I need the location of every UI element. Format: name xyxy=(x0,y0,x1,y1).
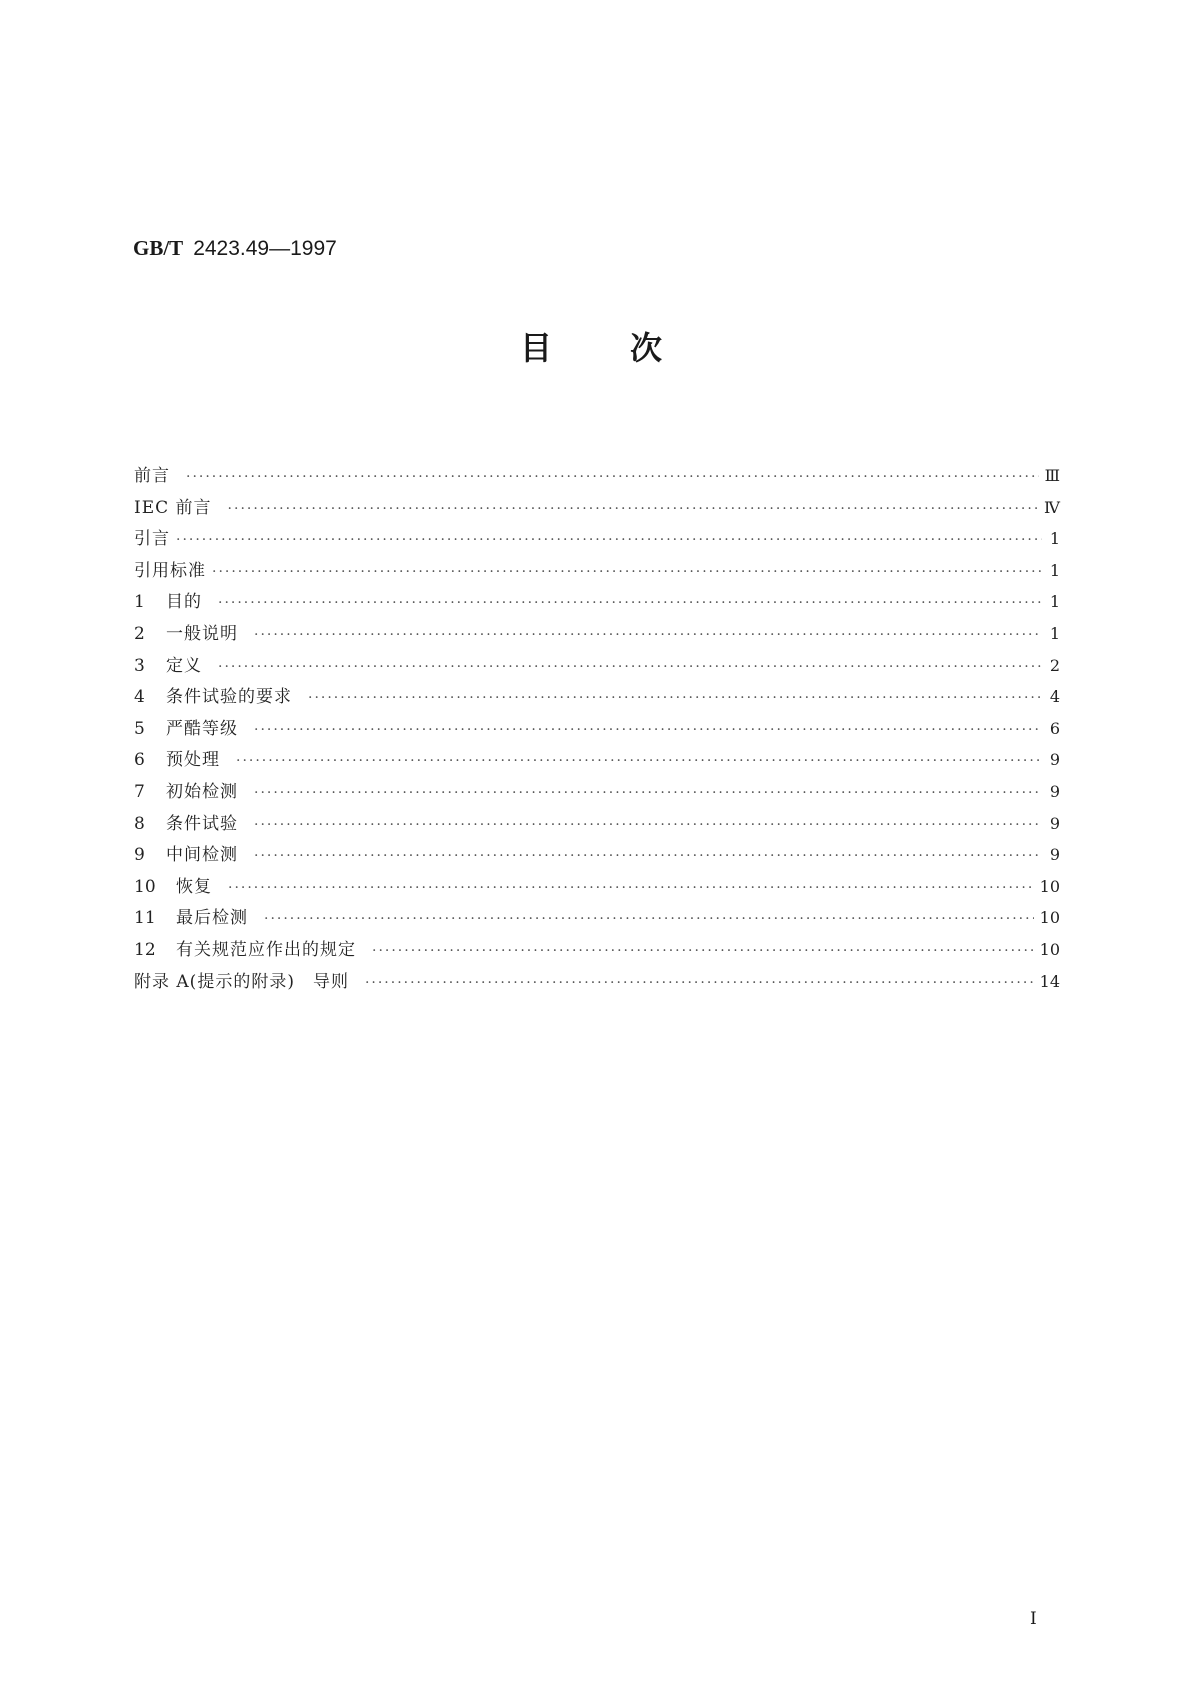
toc-entry-section-2[interactable] xyxy=(134,618,1060,650)
toc-entry-section-1[interactable] xyxy=(134,586,1060,618)
toc-leader-dots xyxy=(365,968,1034,1000)
toc-entry-page: 2 xyxy=(1049,655,1060,675)
toc-entry-number: 12 xyxy=(134,939,156,960)
toc-entry-page: 1 xyxy=(1049,560,1060,580)
toc-leader-dots xyxy=(254,620,1042,652)
toc-entry-section-7[interactable] xyxy=(134,776,1060,808)
standard-number: 2423.49—1997 xyxy=(193,237,337,260)
toc-entry-page: 1 xyxy=(1049,529,1060,549)
toc-leader-dots xyxy=(218,652,1042,684)
toc-leader-dots xyxy=(176,525,1042,557)
toc-entry-label: 引言 xyxy=(134,529,170,550)
toc-entry-label: 初始检测 xyxy=(166,781,238,802)
toc-entry-foreword[interactable] xyxy=(134,460,1060,492)
toc-entry-page: 10 xyxy=(1039,939,1060,959)
toc-entry-page: Ⅲ xyxy=(1044,466,1060,485)
toc-entry-label: 严酷等级 xyxy=(166,718,238,739)
toc-entry-page: 1 xyxy=(1049,623,1060,643)
toc-entry-number: 9 xyxy=(134,845,145,866)
toc-entry-page: Ⅳ xyxy=(1044,497,1060,517)
toc-entry-section-6[interactable] xyxy=(134,744,1060,776)
toc-leader-dots xyxy=(254,841,1042,873)
toc-entry-label: 前言 xyxy=(134,466,170,486)
toc-leader-dots xyxy=(372,936,1034,968)
toc-entry-number: 1 xyxy=(134,592,145,613)
toc-leader-dots xyxy=(264,904,1034,936)
toc-entry-page: 9 xyxy=(1049,750,1060,770)
toc-leader-dots xyxy=(218,588,1042,620)
toc-entry-section-11[interactable] xyxy=(134,902,1060,934)
standard-prefix: GB/T xyxy=(133,236,184,260)
toc-entry-number: 8 xyxy=(134,813,145,834)
toc-leader-dots xyxy=(254,715,1042,747)
toc-entry-label: 预处理 xyxy=(166,750,220,771)
toc-entry-number: 7 xyxy=(134,781,145,802)
toc-entry-label: 定义 xyxy=(166,655,202,676)
toc-entry-annex-a[interactable] xyxy=(134,966,1060,998)
toc-entry-section-5[interactable] xyxy=(134,713,1060,745)
toc-entry-label: 有关规范应作出的规定 xyxy=(176,939,356,960)
toc-entry-introduction[interactable] xyxy=(134,523,1060,555)
toc-leader-dots xyxy=(236,746,1042,778)
toc-leader-dots xyxy=(228,873,1034,905)
toc-leader-dots xyxy=(186,462,1039,494)
toc-entry-number: 5 xyxy=(134,718,145,739)
toc-entry-label: 最后检测 xyxy=(176,908,248,929)
toc-leader-dots xyxy=(212,557,1042,589)
table-of-contents xyxy=(134,460,1060,997)
toc-entry-page: 4 xyxy=(1049,687,1060,707)
toc-leader-dots xyxy=(254,810,1042,842)
page-title: 目次 xyxy=(520,329,741,367)
toc-entry-number: 3 xyxy=(134,655,145,676)
toc-entry-label: 恢复 xyxy=(176,876,212,897)
toc-entry-page: 14 xyxy=(1039,971,1060,991)
toc-leader-dots xyxy=(254,778,1042,810)
toc-entry-iec-foreword[interactable] xyxy=(134,492,1060,524)
toc-leader-dots xyxy=(308,683,1042,715)
toc-entry-section-12[interactable] xyxy=(134,934,1060,966)
toc-entry-page: 9 xyxy=(1049,781,1060,801)
toc-entry-page: 9 xyxy=(1049,845,1060,865)
toc-entry-number: 6 xyxy=(134,750,145,771)
toc-entry-section-4[interactable] xyxy=(134,681,1060,713)
toc-entry-label: 中间检测 xyxy=(166,845,238,866)
toc-entry-label: IEC 前言 xyxy=(134,497,212,518)
toc-entry-label: 目的 xyxy=(166,592,202,613)
toc-entry-number: 10 xyxy=(134,876,156,897)
toc-entry-number: 4 xyxy=(134,687,145,708)
toc-entry-page: 10 xyxy=(1039,908,1060,928)
toc-entry-page: 10 xyxy=(1039,876,1060,896)
toc-entry-section-3[interactable] xyxy=(134,650,1060,682)
toc-entry-label: 附录 A(提示的附录) 导则 xyxy=(134,971,349,992)
toc-entry-page: 6 xyxy=(1049,718,1060,738)
toc-entry-label: 一般说明 xyxy=(166,623,238,644)
toc-leader-dots xyxy=(228,494,1038,526)
page-number: I xyxy=(1030,1609,1037,1629)
toc-entry-section-9[interactable] xyxy=(134,839,1060,871)
toc-entry-label: 条件试验的要求 xyxy=(166,687,292,708)
toc-entry-page: 9 xyxy=(1049,813,1060,833)
toc-entry-label: 条件试验 xyxy=(166,813,238,834)
toc-entry-label: 引用标准 xyxy=(134,560,206,581)
toc-entry-page: 1 xyxy=(1049,592,1060,612)
toc-entry-normative-references[interactable] xyxy=(134,555,1060,587)
toc-entry-number: 11 xyxy=(134,908,156,929)
toc-entry-section-8[interactable] xyxy=(134,808,1060,840)
toc-entry-number: 2 xyxy=(134,623,145,644)
standard-code xyxy=(133,234,337,263)
toc-entry-section-10[interactable] xyxy=(134,871,1060,903)
